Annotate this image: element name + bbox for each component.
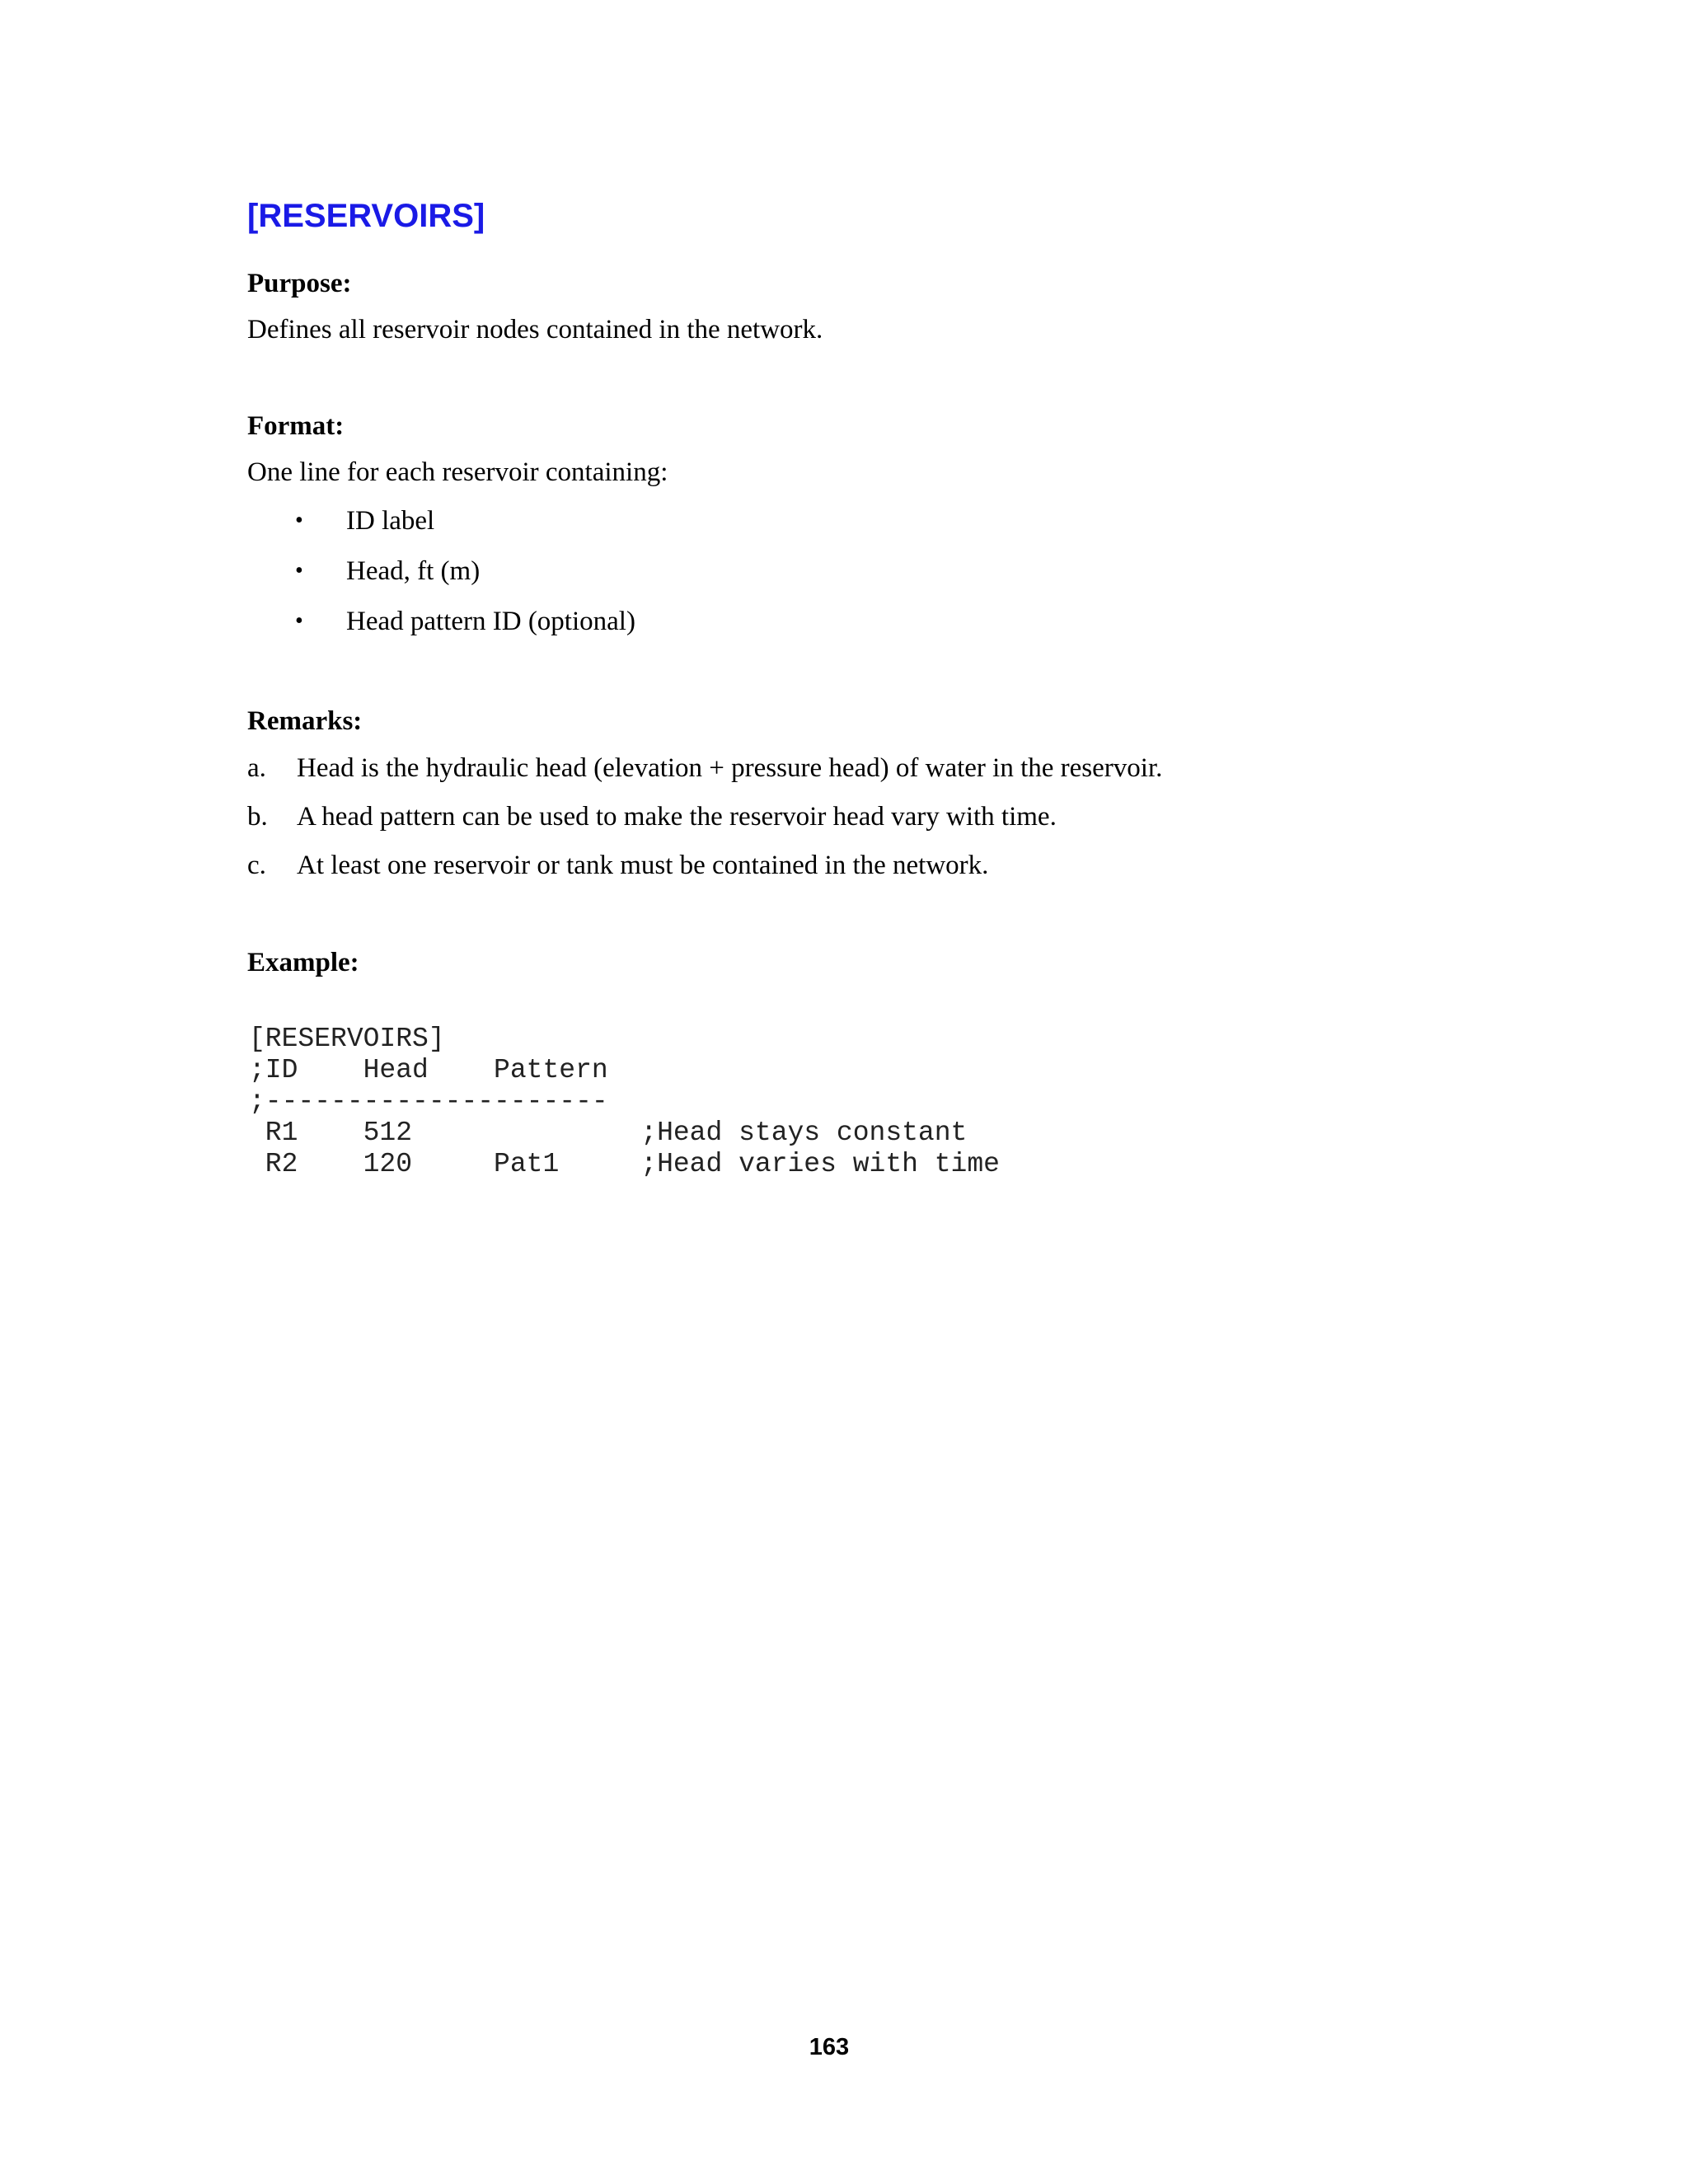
remark-text: A head pattern can be used to make the reservoir head vary with time. xyxy=(297,802,1057,832)
remarks-label: Remarks: xyxy=(247,706,363,736)
code-line: R2 120 Pat1 ;Head varies with time xyxy=(249,1149,1000,1179)
purpose-label: Purpose: xyxy=(247,269,352,298)
code-line: R1 512 ;Head stays constant xyxy=(249,1118,968,1148)
remark-letter: c. xyxy=(247,851,266,880)
purpose-text: Defines all reservoir nodes contained in the network. xyxy=(247,315,823,344)
code-line: ;ID Head Pattern xyxy=(249,1055,608,1085)
example-code-block xyxy=(249,1024,1000,1180)
format-intro: One line for each reservoir containing: xyxy=(247,457,668,487)
remark-text: At least one reservoir or tank must be contained in the network. xyxy=(297,851,989,880)
code-line: ;--------------------- xyxy=(249,1086,608,1117)
format-item-label: Head, ft (m) xyxy=(346,556,481,586)
remark-letter: a. xyxy=(247,753,266,783)
format-item-label: Head pattern ID (optional) xyxy=(346,607,635,636)
example-label: Example: xyxy=(247,948,359,977)
remark-text: Head is the hydraulic head (elevation + pressure head) of water in the reservoir. xyxy=(297,753,1163,783)
bullet-icon: • xyxy=(295,558,303,583)
section-heading: [RESERVOIRS] xyxy=(247,198,485,234)
page-number: 163 xyxy=(809,2034,850,2060)
format-item-label: ID label xyxy=(346,506,435,536)
bullet-icon: • xyxy=(295,608,303,634)
remark-letter: b. xyxy=(247,802,268,832)
format-label: Format: xyxy=(247,411,345,441)
code-line: [RESERVOIRS] xyxy=(249,1024,445,1054)
bullet-icon: • xyxy=(295,508,303,533)
